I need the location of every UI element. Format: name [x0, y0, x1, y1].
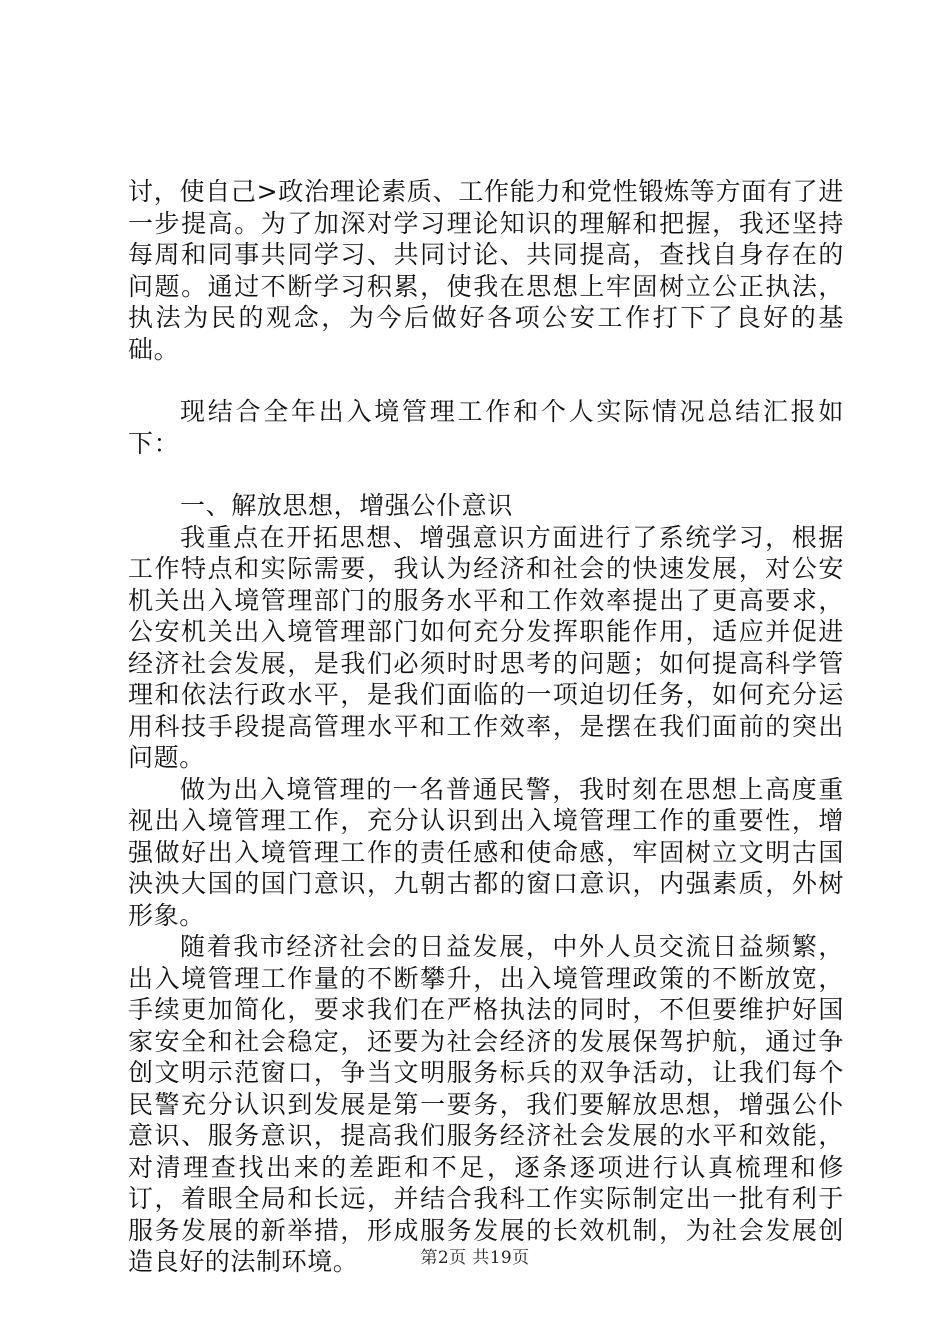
paragraph: 做为出入境管理的一名普通民警，我时刻在思想上高度重视出入境管理工作，充分认识到出入境管理工作的重要性，增强做好出入境管理工作的责任感和使命感，牢固树立文明古国泱泱大国的国门意识，九朝古都的窗口意识，内强素质，外树形象。 — [128, 774, 844, 930]
paragraph: 我重点在开拓思想、增强意识方面进行了系统学习，根据工作特点和实际需要，我认为经济和社会的快速发展，对公安机关出入境管理部门的服务水平和工作效率提出了更高要求，公安机关出入境管理部门如何充分发挥职能作用，适应并促进经济社会发展，是我们必须时时思考的问题；如何提高科学管理和依法行政水平，是我们面临的一项迫切任务，如何充分运用科技手段提高管理水平和工作效率，是摆在我们面前的突出问题。 — [128, 522, 844, 772]
page-number-footer: 第2页 共19页 — [420, 1248, 530, 1268]
section-heading: 一、解放思想，增强公仆意识 — [180, 491, 513, 520]
paragraph-intro: 现结合全年出入境管理工作和个人实际情况总结汇报如下： — [128, 397, 844, 458]
document-body — [128, 176, 844, 1278]
paragraph: 随着我市经济社会的日益发展，中外人员交流日益频繁，出入境管理工作量的不断攀升，出入境管理政策的不断放宽，手续更加简化，要求我们在严格执法的同时，不但要维护好国家安全和社会稳定，还要为社会经济的发展保驾护航，通过争创文明示范窗口，争当文明服务标兵的双争活动，让我们每个民警充分认识到发展是第一要务，我们要解放思想，增强公仆意识、服务意识，提高我们服务经济社会发展的水平和效能，对清理查找出来的差距和不足，逐条逐项进行认真梳理和修订，着眼全局和长远，并结合我科工作实际制定出一批有利于服务发展的新举措，形成服务发展的长效机制，为社会发展创造良好的法制环境。 — [128, 932, 844, 1276]
paragraph-continuation: 讨，使自己>政治理论素质、工作能力和党性锻炼等方面有了进一步提高。为了加深对学习理论知识的理解和把握，我还坚持每周和同事共同学习、共同讨论、共同提高，查找自身存在的问题。通过不断学习积累，使我在思想上牢固树立公正执法，执法为民的观念，为今后做好各项公安工作打下了良好的基础。 — [128, 177, 844, 364]
